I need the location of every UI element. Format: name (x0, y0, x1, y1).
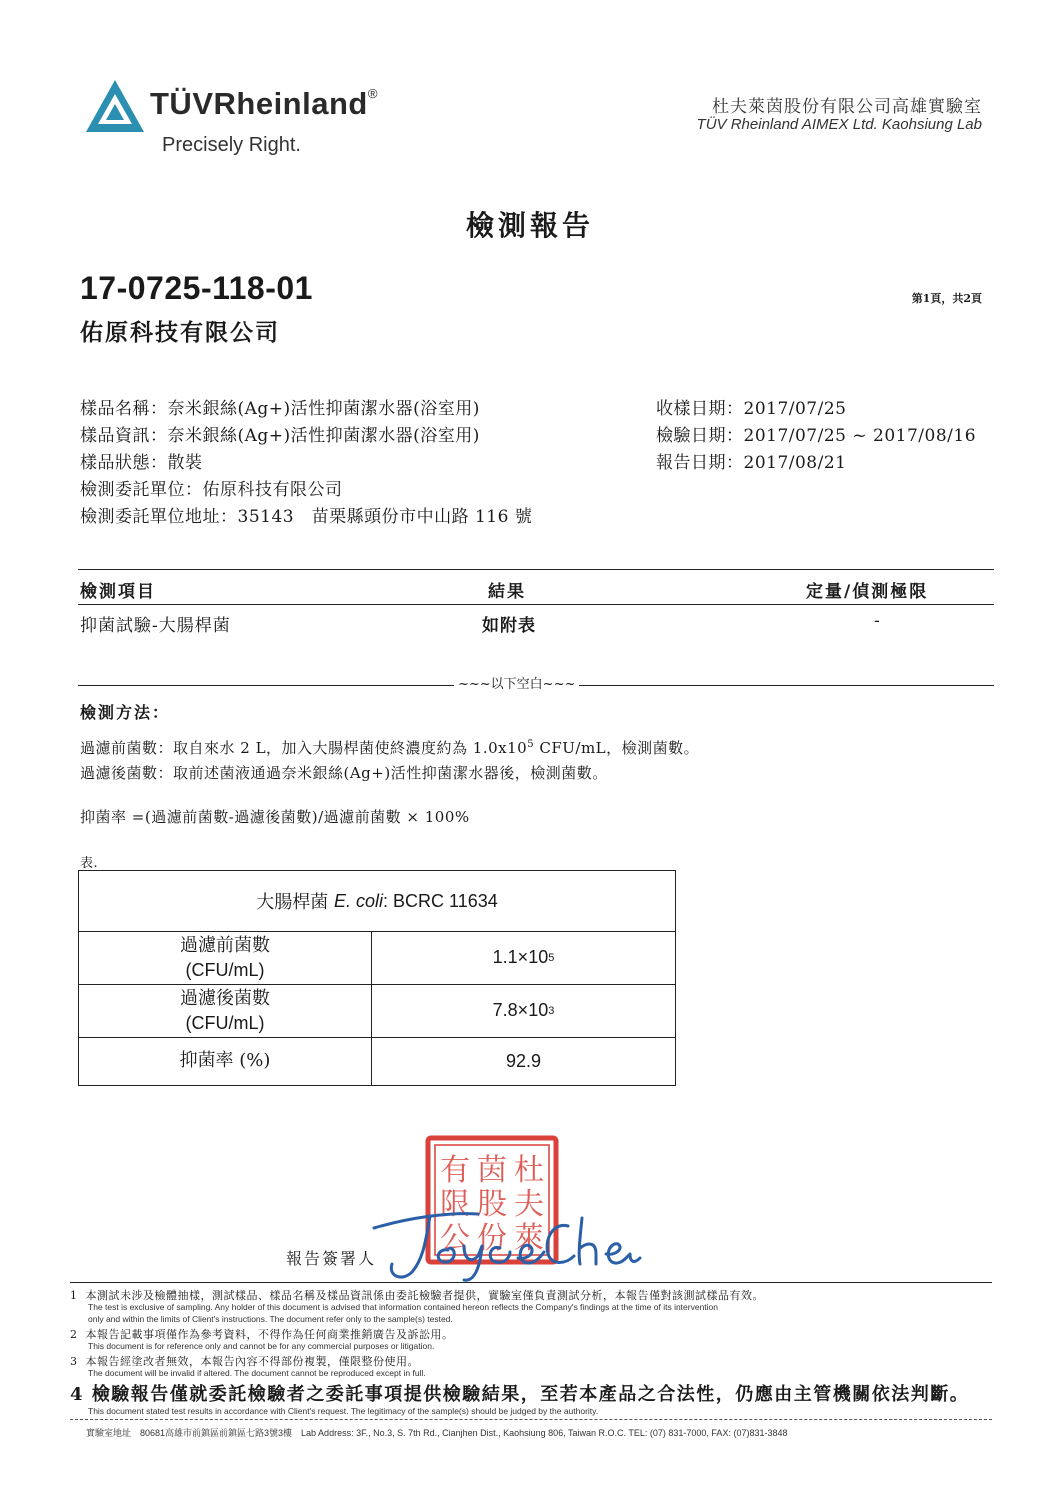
table-row (79, 1037, 675, 1085)
col-header-result: 結果 (488, 582, 526, 602)
svg-text:有: 有 (440, 1153, 470, 1188)
sample-details: 樣品資訊：奈米銀絲(Ag+)活性抑菌潔水器(浴室用) (80, 426, 480, 446)
received-date: 收樣日期：2017/07/25 (656, 399, 847, 419)
sample-state: 樣品狀態：散裝 (80, 453, 203, 473)
blank-marker: ~~~以下空白~~~ (454, 673, 579, 692)
row-value: 1.1×10 5 (492, 947, 555, 967)
svg-text:茵: 茵 (477, 1153, 507, 1188)
test-result: 如附表 (482, 616, 536, 636)
footnote-rule (70, 1282, 992, 1283)
footnote-1-en2: only and within the limits of Client's instructions. The document refer only to the sample(s) tested. (88, 1314, 453, 1324)
signer-label: 報告簽署人 (286, 1249, 377, 1268)
results-table (78, 870, 676, 1086)
client-name: 檢測委託單位：佑原科技有限公司 (80, 480, 343, 500)
test-date: 檢驗日期：2017/07/25 ~ 2017/08/16 (656, 426, 977, 446)
row-value: 7.8×10 3 (492, 1000, 555, 1020)
row-label: 過濾前菌數 (CFU/mL) (79, 931, 372, 984)
address-rule (70, 1419, 992, 1420)
sample-name: 樣品名稱：奈米銀絲(Ag+)活性抑菌潔水器(浴室用) (80, 399, 480, 419)
results-table-title: 大腸桿菌 E. coli : BCRC 11634 (79, 871, 675, 932)
brand-name: TÜVRheinland® (150, 86, 378, 121)
sample-info (80, 396, 680, 531)
footnote-2-en: This document is for reference only and cannot be for any commercial purposes or litigation. (88, 1341, 435, 1351)
footnote-3-en: The document will be invalid if altered. The document cannot be reproduced except in full. (88, 1368, 426, 1378)
handwritten-signature (368, 1198, 648, 1284)
svg-text:限: 限 (440, 1187, 470, 1222)
svg-text:份: 份 (477, 1221, 507, 1256)
report-dates (656, 396, 1036, 477)
footnote-1: 1 本測試未涉及檢體抽樣，測試樣品、樣品名稱及樣品資訊係由委託檢驗者提供，實驗室僅負責測試分析，本報告僅對該測試樣品有效。 (70, 1289, 764, 1302)
table-row (79, 931, 675, 985)
inhibition-formula: 抑菌率 =(過濾前菌數-過濾後菌數)/過濾前菌數 × 100% (80, 808, 470, 826)
table-header-rule (78, 604, 994, 605)
report-date: 報告日期：2017/08/21 (656, 453, 847, 473)
document-title: 檢測報告 (465, 209, 594, 242)
report-number: 17-0725-118-01 (80, 270, 313, 306)
lab-name-en: TÜV Rheinland AIMEX Ltd. Kaohsiung Lab (696, 116, 982, 133)
row-value: 92.9 (505, 1050, 542, 1071)
method-line-before: 過濾前菌數：取自來水 2 L，加入大腸桿菌使終濃度約為 $1.0x10^5$ CFU/mL，檢測菌數。 (80, 739, 700, 757)
client-company: 佑原科技有限公司 (80, 319, 280, 346)
lab-address: 實驗室地址 80681高雄市前鎮區前鎮區七路3號3樓 Lab Address: 3F., No.3, S. 7th Rd., Cianjhen Dist., Kaohsiung 806, Taiwan R.O.C. TEL: (07) 831-7000, FAX: (07)831-3848 (86, 1428, 788, 1438)
footnote-4-en: This document stated test results in accordance with Client's request. The legitimacy of the sample(s) should be judged by the authority. (88, 1406, 599, 1416)
test-limit: - (874, 611, 881, 631)
svg-text:杜: 杜 (514, 1153, 544, 1188)
test-item: 抑菌試驗-大腸桿菌 (80, 616, 231, 636)
footnote-2: 2 本報告記載事項僅作為參考資料，不得作為任何商業推銷廣告及訴訟用。 (70, 1328, 454, 1341)
method-heading: 檢測方法： (80, 703, 171, 722)
footnote-1-en: The test is exclusive of sampling. Any holder of this document is advised that information contained hereon reflects the Company's findings at the time of its intervention (88, 1302, 719, 1312)
col-header-limit: 定量/偵測極限 (806, 582, 929, 602)
page-info: 第1頁，共2頁 (911, 292, 982, 305)
svg-text:股: 股 (477, 1187, 507, 1222)
row-label: 抑菌率 (%) (79, 1037, 372, 1085)
svg-text:夫: 夫 (514, 1187, 544, 1222)
table-label: 表. (80, 856, 99, 871)
svg-text:萊: 萊 (514, 1221, 544, 1256)
brand-tagline: Precisely Right. (162, 134, 301, 156)
table-row (79, 984, 675, 1038)
method-line-after: 過濾後菌數：取前述菌液通過奈米銀絲(Ag+)活性抑菌潔水器後，檢測菌數。 (80, 764, 608, 782)
svg-text:公: 公 (440, 1221, 470, 1256)
row-label: 過濾後菌數 (CFU/mL) (79, 984, 372, 1037)
footnote-3: 3 本報告經塗改者無效，本報告內容不得部份複製，僅限整份使用。 (70, 1355, 419, 1368)
client-address: 檢測委託單位地址：35143 苗栗縣頭份市中山路 116 號 (80, 507, 533, 527)
footnote-4: 4 檢驗報告僅就委託檢驗者之委託事項提供檢驗結果，至若本產品之合法性，仍應由主管機關依法判斷。 (70, 1384, 970, 1405)
tuv-logo-icon (84, 78, 146, 134)
col-header-item: 檢測項目 (80, 582, 156, 602)
table-top-rule (78, 569, 994, 570)
lab-name-zh: 杜夫萊茵股份有限公司高雄實驗室 (712, 97, 982, 117)
